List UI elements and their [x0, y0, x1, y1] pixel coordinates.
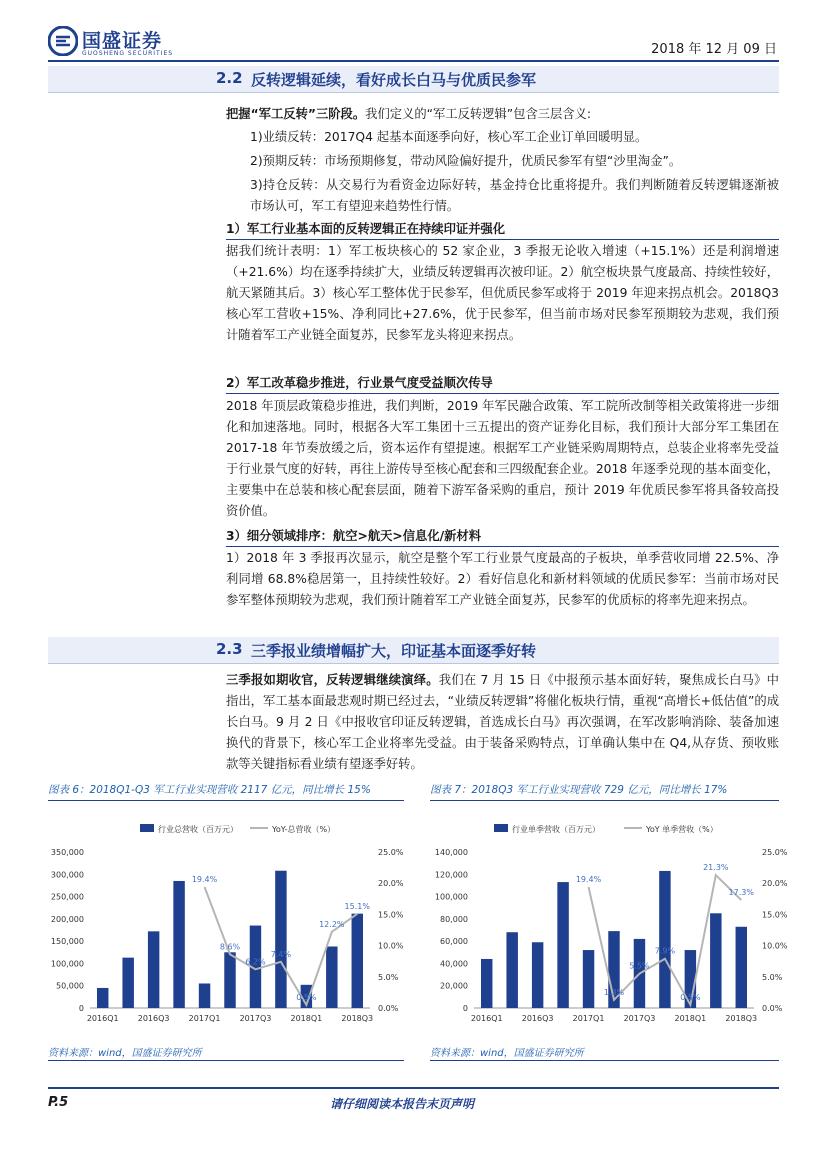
bar-2018Q2 — [326, 946, 337, 1008]
subheading-3: 3）细分领域排序：航空>航天>信息化/新材料 — [226, 526, 779, 547]
yoy-data-label: 15.1% — [344, 901, 370, 911]
logo-text: 国盛证券 — [82, 30, 163, 52]
intro-lead — [226, 104, 779, 125]
yoy-data-label: 7.9% — [654, 946, 676, 956]
bar-2018Q3 — [736, 927, 747, 1008]
intro-item-3: 3)持仓反转：从交易行为看资金边际好转，基金持仓比重将提升。我们判断随着反转逻辑逐渐被市场认可，军工有望迎来趋势性行情。 — [250, 178, 779, 213]
x-tick-label: 2017Q3 — [623, 1014, 656, 1023]
header-divider — [48, 60, 779, 62]
figure-6-rule — [48, 800, 404, 801]
bar-2018Q3 — [352, 914, 363, 1008]
yoy-data-label: 1.3% — [603, 987, 625, 997]
yoy-data-label: 17.3% — [728, 888, 754, 898]
bar-2016Q2 — [122, 958, 133, 1008]
figure-6-caption: 图表 6：2018Q1-Q3 军工行业实现营收 2117 亿元，同比增长 15% — [48, 784, 371, 796]
right-tick-label: 20.0% — [378, 879, 404, 889]
figure-6-source: 资料来源：wind，国盛证券研究所 — [48, 1048, 202, 1059]
chart-figure-6 — [40, 818, 412, 1030]
section-heading-2-2 — [48, 66, 779, 93]
intro-item-2: 2)预期反转：市场预期修复，带动风险偏好提升，优质民参军有望“沙里淘金”。 — [250, 154, 682, 168]
bar-2017Q2 — [224, 952, 235, 1008]
section-title: 三季报业绩增幅扩大，印证基本面逐季好转 — [251, 642, 537, 660]
sub1-body: 据我们统计表明：1）军工板块核心的 52 家企业，3 季报无论收入增速（+15.1%）还是利润增速（+21.6%）均在逐季持续扩大，业绩反转逻辑再次被印证。2）航空板块景气度最高、持续性较好，航天紧随其后。3）核心军工整体优于民参军，但优质民参军或将于 2019 年迎来拐点机会。2018Q3 核心军工营收+15%、净利同比+27.6%，优于民参军，但当前市场对民参军预期较为悲观，我们预计随着军工产业链全面复苏，民参军龙头将迎来拐点。 — [226, 244, 779, 342]
left-tick-label: 120,000 — [434, 870, 468, 880]
section-heading-2-3 — [48, 637, 779, 664]
yoy-data-label: 6.2% — [245, 957, 266, 967]
right-tick-label: 15.0% — [378, 910, 404, 920]
section23-lead-bold: 三季报如期收官，反转逻辑继续演绎。 — [226, 673, 439, 687]
figure-6-source-rule — [48, 1060, 404, 1061]
x-tick-label: 2018Q1 — [674, 1014, 707, 1023]
left-tick-label: 250,000 — [50, 892, 84, 902]
x-tick-label: 2017Q3 — [239, 1014, 272, 1023]
x-tick-label: 2018Q3 — [341, 1014, 374, 1023]
intro-lead-rest: 我们定义的“军工反转逻辑”包含三层含义: — [365, 107, 592, 121]
figure-7-source: 资料来源：wind，国盛证券研究所 — [430, 1048, 584, 1059]
yoy-data-label: 5.5% — [629, 961, 650, 971]
bar-2016Q3 — [532, 942, 543, 1008]
x-tick-label: 2017Q1 — [572, 1014, 605, 1023]
footer-disclaimer: 请仔细阅读本报告末页声明 — [330, 1097, 475, 1111]
intro-item-1: 1)业绩反转：2017Q4 起基本面逐季向好，核心军工企业订单回暖明显。 — [250, 130, 648, 144]
yoy-data-label: 19.4% — [191, 874, 218, 884]
bar-2016Q4 — [173, 881, 184, 1008]
section23-lead-rest: 我们在 7 月 15 日《中报预示基本面好转，聚焦成长白马》中指出，军工基本面最悲观时期已经过去，“业绩反转逻辑”将催化板块行情，重视“高增长+低估值”的成长白马。9 月 2 日《中报收官印证反转逻辑，首选成长白马》再次强调，在军改影响消除、装备加速换代的背景下，核心军工企业将率先受益。由于装备采购特点，订单确认集中在 Q4,从存货、预收账款等关键指标看业绩有望逐季好转。 — [226, 673, 779, 771]
x-tick-label: 2016Q3 — [521, 1014, 554, 1023]
yoy-data-label: 0.5% — [680, 992, 701, 1002]
legend-bar-label: 行业单季营收（百万元） — [512, 825, 600, 834]
right-tick-label: 0.0% — [762, 1004, 783, 1013]
yoy-data-label: 0.5% — [296, 992, 317, 1002]
bar-2016Q3 — [148, 931, 159, 1008]
right-tick-label: 25.0% — [378, 848, 404, 857]
x-tick-label: 2016Q1 — [470, 1014, 503, 1023]
legend-line-label: YoY 单季营收（%） — [646, 825, 718, 834]
left-tick-label: 0 — [462, 1004, 468, 1013]
intro-lead-bold: 把握“军工反转”三阶段。 — [226, 107, 366, 121]
x-tick-label: 2017Q1 — [188, 1014, 221, 1023]
left-tick-label: 50,000 — [56, 981, 84, 991]
left-tick-label: 140,000 — [434, 848, 468, 857]
section23-body — [226, 670, 779, 775]
yoy-data-label: 7.4% — [270, 949, 292, 959]
bar-2016Q1 — [481, 959, 492, 1008]
left-tick-label: 100,000 — [434, 892, 468, 902]
bar-2016Q2 — [506, 932, 517, 1008]
left-tick-label: 40,000 — [440, 959, 468, 969]
yoy-data-label: 12.2% — [319, 919, 345, 929]
right-tick-label: 15.0% — [762, 910, 788, 920]
left-tick-label: 300,000 — [50, 870, 84, 880]
left-tick-label: 100,000 — [50, 959, 84, 969]
bar-2017Q1 — [583, 950, 594, 1008]
right-tick-label: 10.0% — [762, 941, 788, 951]
right-tick-label: 5.0% — [378, 972, 399, 982]
figure-7-caption: 图表 7：2018Q3 军工行业实现营收 729 亿元，同比增长 17% — [430, 784, 728, 796]
bar-2017Q4 — [659, 871, 670, 1008]
right-tick-label: 10.0% — [378, 941, 404, 951]
right-tick-label: 25.0% — [762, 848, 788, 857]
left-tick-label: 20,000 — [440, 981, 468, 991]
figure-7-source-rule — [430, 1060, 779, 1061]
x-tick-label: 2016Q3 — [137, 1014, 170, 1023]
report-date: 2018 年 12 月 09 日 — [651, 42, 777, 57]
yoy-data-label: 21.3% — [703, 863, 729, 873]
yoy-data-label: 8.6% — [219, 942, 241, 952]
legend-bar-swatch — [494, 824, 508, 832]
legend-line-label: YoY-总营收（%） — [272, 825, 336, 834]
left-tick-label: 60,000 — [440, 937, 468, 947]
logo-icon — [48, 26, 78, 56]
page-number: P.5 — [48, 1095, 69, 1110]
subheading-1: 1）军工行业基本面的反转逻辑正在持续印证并强化 — [226, 219, 779, 240]
footer-divider — [48, 1087, 779, 1089]
bar-2016Q4 — [557, 882, 568, 1008]
subheading-2: 2）军工改革稳步推进，行业景气度受益顺次传导 — [226, 373, 779, 394]
x-tick-label: 2016Q1 — [86, 1014, 119, 1023]
sub2-body: 2018 年顶层政策稳步推进，我们判断，2019 年军民融合政策、军工院所改制等相关政策将进一步细化和加速落地。同时，根据各大军工集团十三五提出的资产证券化目标，我们预计大部分军工集团在 2017-18 年节奏放缓之后，资本运作有望提速。根据军工产业链采购周期特点，总装企业将率先受益于行业景气度的好转，再往上游传导至核心配套和三四级配套企业。2018 年逐季兑现的基本面变化，主要集中在总装和核心配套层面，随着下游军备采购的重启，预计 2019 年优质民参军将具备较高投资价值。 — [226, 399, 779, 518]
left-tick-label: 80,000 — [440, 914, 468, 924]
legend-bar-label: 行业总营收（百万元） — [158, 825, 238, 834]
logo-subtext: GUOSHENG SECURITIES — [82, 50, 174, 57]
yoy-data-label: 19.4% — [575, 874, 602, 884]
bar-2017Q1 — [199, 983, 210, 1008]
left-tick-label: 200,000 — [50, 914, 84, 924]
figure-7-rule — [430, 800, 779, 801]
sub3-body: 1）2018 年 3 季报再次显示，航空是整个军工行业景气度最高的子板块，单季营收同增 22.5%、净利同增 68.8%稳居第一，且持续性较好。2）看好信息化和新材料领域的优质民参军：当前市场对民参军整体预期较为悲观，我们预计随着军工产业链全面复苏，民参军的优质标的将率先迎来拐点。 — [226, 551, 779, 607]
section-number: 2.2 — [216, 69, 243, 87]
legend-bar-swatch — [140, 824, 154, 832]
bar-2016Q1 — [97, 988, 108, 1008]
chart-figure-7 — [424, 818, 796, 1030]
x-tick-label: 2018Q1 — [290, 1014, 323, 1023]
section-title: 反转逻辑延续，看好成长白马与优质民参军 — [251, 71, 537, 89]
bar-2017Q4 — [275, 871, 286, 1008]
left-tick-label: 150,000 — [50, 937, 84, 947]
bar-2018Q2 — [710, 913, 721, 1008]
x-tick-label: 2018Q3 — [725, 1014, 758, 1023]
right-tick-label: 0.0% — [378, 1004, 399, 1013]
left-tick-label: 350,000 — [50, 848, 84, 857]
left-tick-label: 0 — [78, 1004, 84, 1013]
right-tick-label: 5.0% — [762, 972, 783, 982]
section-number: 2.3 — [216, 640, 243, 658]
right-tick-label: 20.0% — [762, 879, 788, 889]
